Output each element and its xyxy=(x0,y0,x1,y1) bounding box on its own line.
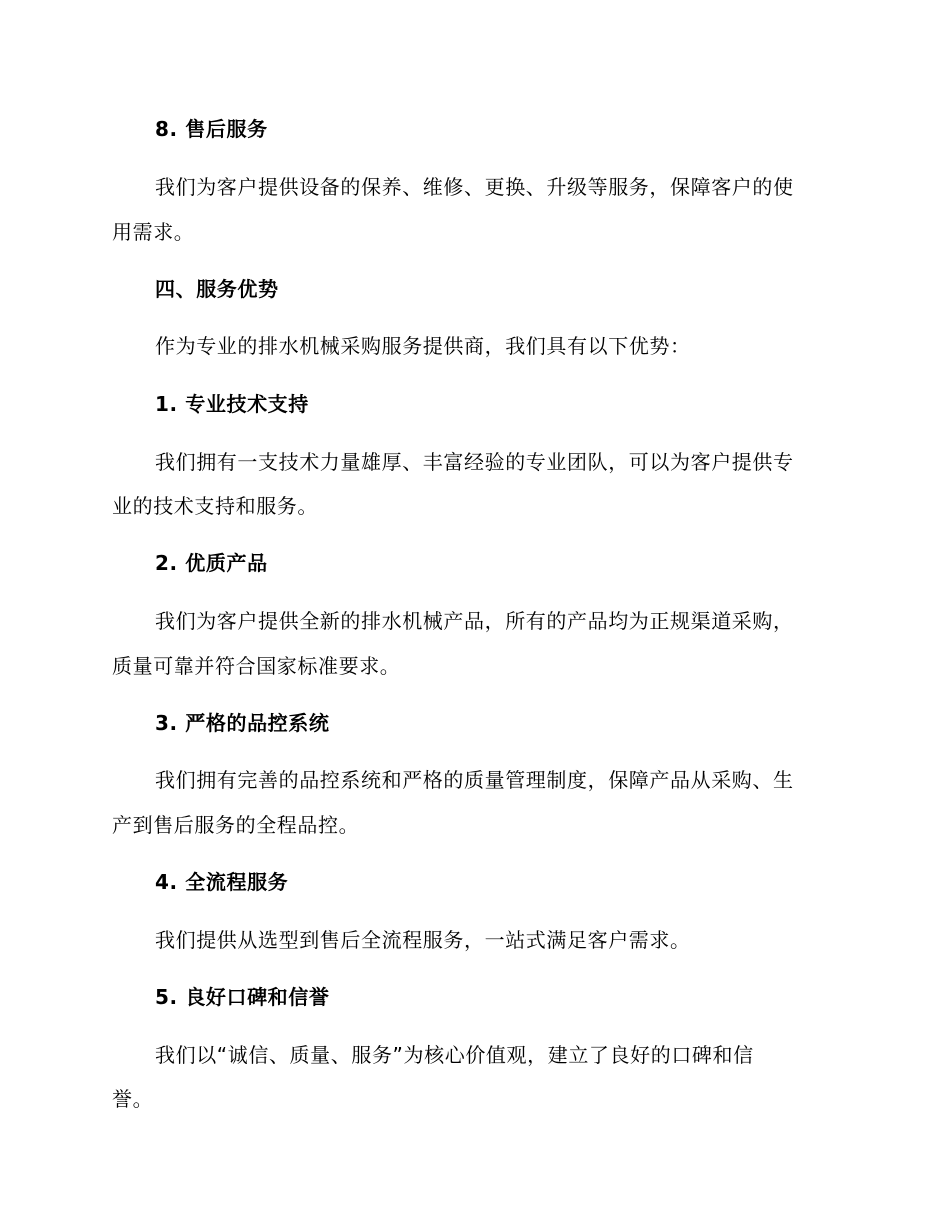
paragraph-line: 誉。 xyxy=(112,1087,154,1111)
paragraph-line: 产到售后服务的全程品控。 xyxy=(112,813,360,837)
paragraph-line: 质量可靠并符合国家标准要求。 xyxy=(112,654,401,678)
paragraph-line: 我们提供从选型到售后全流程服务，一站式满足客户需求。 xyxy=(155,928,691,952)
paragraph-line: 我们拥有一支技术力量雄厚、丰富经验的专业团队，可以为客户提供专 xyxy=(155,450,794,474)
subheading-reputation: 5. 良好口碑和信誉 xyxy=(155,985,330,1009)
paragraph-line: 我们以“诚信、质量、服务”为核心价值观，建立了良好的口碑和信 xyxy=(155,1043,754,1067)
subheading-quality-products: 2. 优质产品 xyxy=(155,551,268,575)
paragraph-line: 用需求。 xyxy=(112,220,195,244)
paragraph-line: 我们拥有完善的品控系统和严格的质量管理制度，保障产品从采购、生 xyxy=(155,768,794,792)
subheading-technical-support: 1. 专业技术支持 xyxy=(155,392,309,416)
paragraph-line: 作为专业的排水机械采购服务提供商，我们具有以下优势： xyxy=(155,334,691,358)
paragraph-line: 业的技术支持和服务。 xyxy=(112,494,318,518)
paragraph-line: 我们为客户提供设备的保养、维修、更换、升级等服务，保障客户的使 xyxy=(155,175,794,199)
section-heading-service-advantages: 四、服务优势 xyxy=(155,277,279,301)
subheading-full-process-service: 4. 全流程服务 xyxy=(155,870,289,894)
section-heading-after-sales: 8. 售后服务 xyxy=(155,117,268,141)
paragraph-line: 我们为客户提供全新的排水机械产品，所有的产品均为正规渠道采购， xyxy=(155,609,794,633)
subheading-quality-control: 3. 严格的品控系统 xyxy=(155,711,330,735)
